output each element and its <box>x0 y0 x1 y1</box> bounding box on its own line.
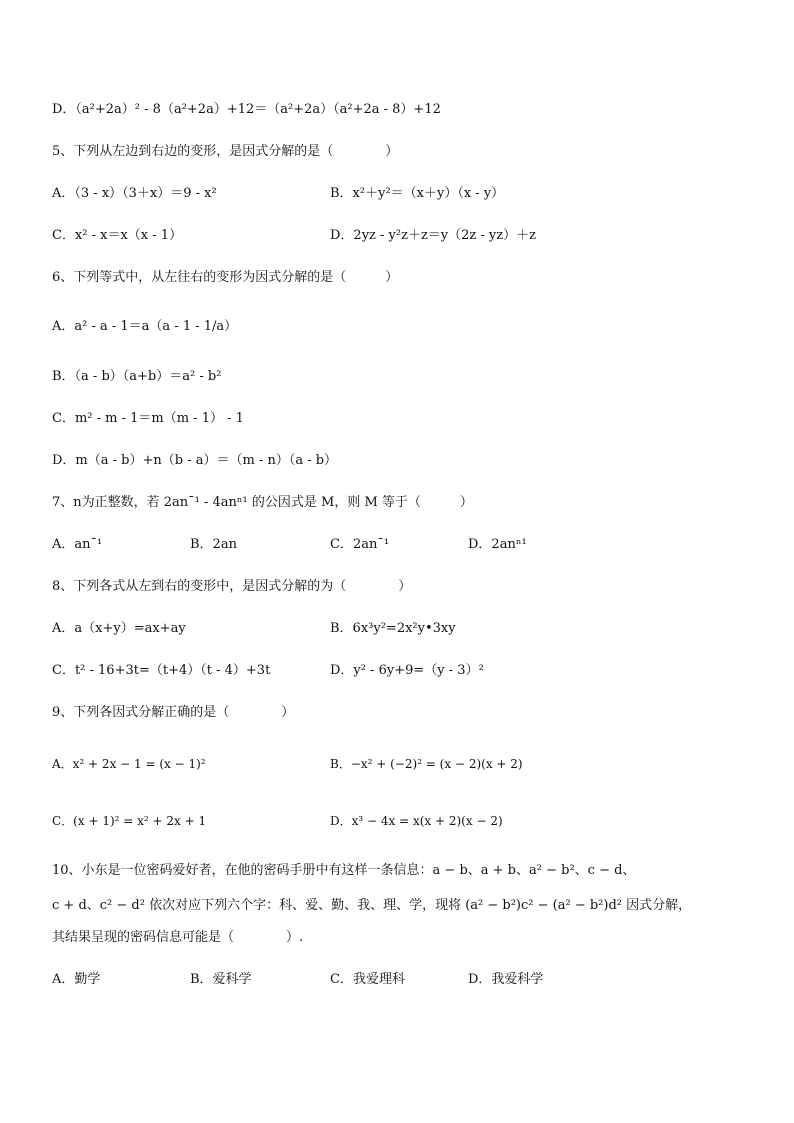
q6-option-b: B．（a - b）（a+b）＝a² - b² <box>52 369 222 384</box>
q4-option-d: D．（a²+2a）² - 8（a²+2a）+12＝（a²+2a）（a²+2a - 8）+12 <box>52 102 441 117</box>
q10-option-d: D．我爱科学 <box>468 972 544 987</box>
q9-option-d: D．x³ − 4x = x(x + 2)(x − 2) <box>330 814 503 828</box>
q7-option-a: A．anˉ¹ <box>52 537 103 552</box>
q6-option-d: D．m（a - b）+n（b - a）＝（m - n）（a - b） <box>52 453 338 468</box>
q10-line-3: 其结果呈现的密码信息可能是（ ）. <box>52 930 304 945</box>
q6-option-c: C．m² - m - 1＝m（m - 1） - 1 <box>52 411 244 426</box>
q9-option-b: B．−x² + (−2)² = (x − 2)(x + 2) <box>330 757 523 771</box>
q5-option-c: C．x² - x＝x（x - 1） <box>52 228 183 243</box>
q5-stem: 5、下列从左边到右边的变形，是因式分解的是（ ） <box>52 144 399 159</box>
q7-option-c: C．2anˉ¹ <box>330 537 390 552</box>
q10-option-a: A．勤学 <box>52 972 101 987</box>
q10-option-b: B．爱科学 <box>190 972 252 987</box>
q8-option-b: B．6x³y²=2x²y•3xy <box>330 621 456 636</box>
q8-option-d: D．y² - 6y+9=（y - 3）² <box>330 663 484 678</box>
q8-stem: 8、下列各式从左到右的变形中，是因式分解的为（ ） <box>52 579 412 594</box>
q9-stem: 9、下列各因式分解正确的是（ ） <box>52 705 295 720</box>
q10-line-1: 10、小东是一位密码爱好者，在他的密码手册中有这样一条信息：a − b、a + b、a² − b²、c − d、 <box>52 863 636 878</box>
q7-option-b: B．2an <box>190 537 237 552</box>
q5-option-a: A．（3 - x）（3＋x）＝9 - x² <box>52 186 217 201</box>
q5-option-b: B．x²＋y²＝（x＋y）（x - y） <box>330 186 505 201</box>
q8-option-a: A．a（x+y）=ax+ay <box>52 621 186 636</box>
q5-option-d: D．2yz - y²z＋z＝y（2z - yz）＋z <box>330 228 536 243</box>
q10-line-2: c + d、c² − d² 依次对应下列六个字：科、爱、勤、我、理、学，现将 (a² − b²)c² − (a² − b²)d² 因式分解， <box>52 898 692 913</box>
q6-option-a: A．a² - a - 1＝a（a - 1 - 1/a） <box>52 319 238 334</box>
q7-option-d: D．2anⁿ¹ <box>468 537 527 552</box>
q8-option-c: C．t² - 16+3t=（t+4）（t - 4）+3t <box>52 663 271 678</box>
q9-option-c: C．(x + 1)² = x² + 2x + 1 <box>52 814 207 828</box>
q6-stem: 6、下列等式中，从左往右的变形为因式分解的是（ ） <box>52 270 399 285</box>
q10-option-c: C．我爱理科 <box>330 972 405 987</box>
q7-stem: 7、n为正整数，若 2anˉ¹ - 4anⁿ¹ 的公因式是 M，则 M 等于（ ） <box>52 495 473 510</box>
q9-option-a: A．x² + 2x − 1 = (x − 1)² <box>52 757 206 771</box>
